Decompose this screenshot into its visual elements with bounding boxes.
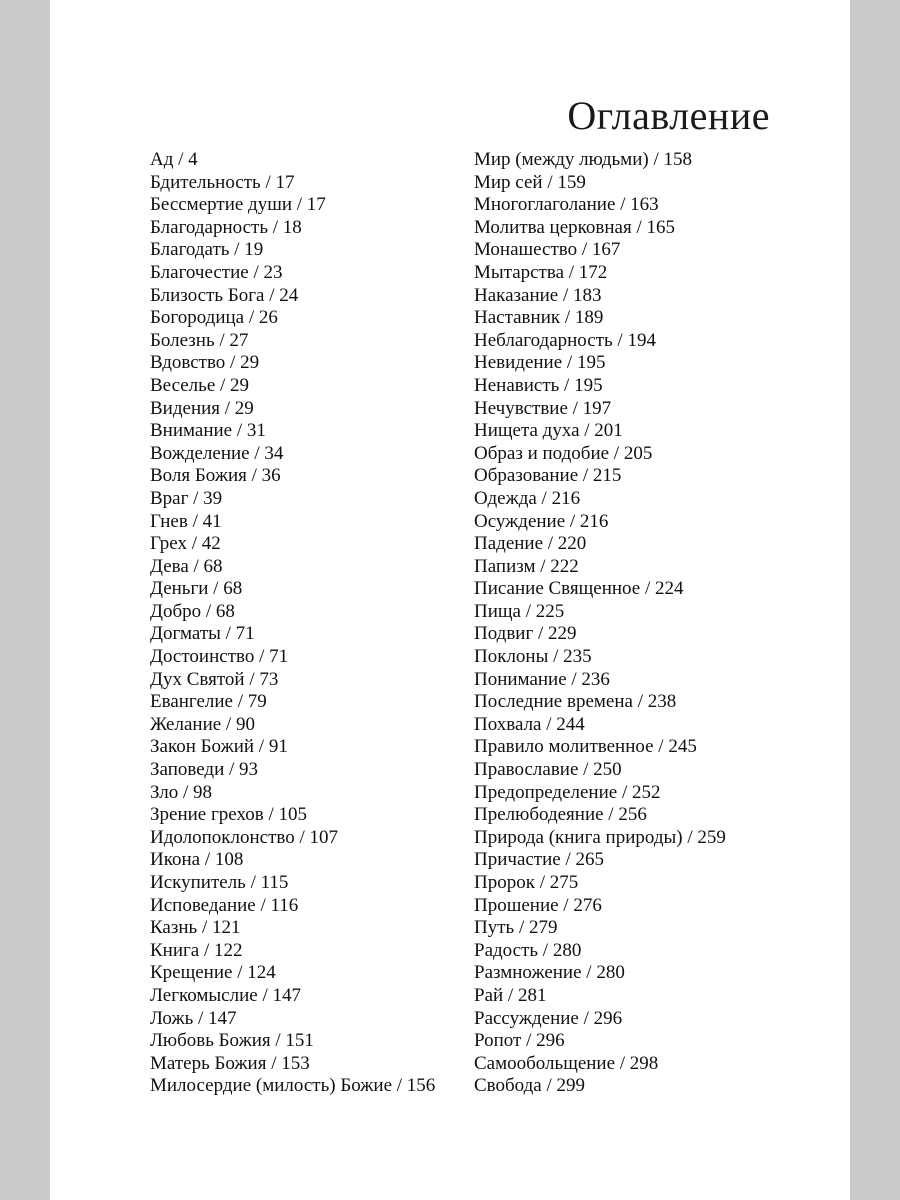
toc-entry: Природа (книга природы) / 259: [474, 826, 726, 848]
toc-entry: Монашество / 167: [474, 239, 621, 261]
toc-entry: Свобода / 299: [474, 1075, 586, 1097]
toc-entry: Икона / 108: [150, 849, 244, 871]
toc-entry: Размножение / 280: [474, 962, 625, 984]
toc-entry: Догматы / 71: [150, 623, 255, 645]
toc-entry: Предопределение / 252: [474, 781, 661, 803]
toc-entry: Вожделение / 34: [150, 442, 284, 464]
toc-entry: Зло / 98: [150, 781, 213, 803]
toc-entry: Ненависть / 195: [474, 374, 603, 396]
toc-entry: Враг / 39: [150, 487, 223, 509]
toc-entry: Книга / 122: [150, 939, 243, 961]
toc-entry: Любовь Божия / 151: [150, 1030, 314, 1052]
toc-entry: Прелюбодеяние / 256: [474, 804, 647, 826]
toc-column-left: [150, 149, 468, 1098]
toc-entry: Матерь Божия / 153: [150, 1052, 310, 1074]
toc-entry: Веселье / 29: [150, 374, 250, 396]
toc-entry: Путь / 279: [474, 917, 558, 939]
toc-entry: Поклоны / 235: [474, 646, 592, 668]
toc-entry: Неблагодарность / 194: [474, 329, 656, 351]
toc-entry: Понимание / 236: [474, 668, 610, 690]
toc-entry: Достоинство / 71: [150, 646, 289, 668]
toc-entry: Мир сей / 159: [474, 171, 586, 193]
toc-entry: Нечувствие / 197: [474, 397, 612, 419]
toc-column-right: [474, 149, 804, 1098]
toc-entry: Деньги / 68: [150, 578, 243, 600]
toc-entry: Крещение / 124: [150, 962, 276, 984]
toc-entry: Нищета духа / 201: [474, 420, 623, 442]
toc-entry: Православие / 250: [474, 759, 622, 781]
toc-entry: Бессмертие души / 17: [150, 194, 326, 216]
toc-entry: Невидение / 195: [474, 352, 606, 374]
toc-entry: Благодарность / 18: [150, 216, 302, 238]
toc-entry: Болезнь / 27: [150, 329, 249, 351]
page-title: Оглавление: [567, 93, 770, 138]
toc-entry: Вдовство / 29: [150, 352, 260, 374]
toc-entry: Грех / 42: [150, 533, 221, 555]
toc-entry: Наказание / 183: [474, 284, 602, 306]
toc-entry: Богородица / 26: [150, 307, 278, 329]
toc-entry: Искупитель / 115: [150, 872, 289, 893]
toc-entry: Внимание / 31: [150, 420, 266, 442]
toc-entry: Закон Божий / 91: [150, 736, 288, 758]
toc-entry: Желание / 90: [150, 713, 255, 735]
toc-entry: Евангелие / 79: [150, 691, 267, 713]
toc-entry: Исповедание / 116: [150, 894, 299, 916]
toc-entry: Заповеди / 93: [150, 759, 259, 781]
toc-entry: Писание Священное / 224: [474, 578, 684, 600]
toc-entry: Падение / 220: [474, 533, 587, 555]
toc-entry: Ад / 4: [150, 149, 198, 170]
toc-entry: Бдительность / 17: [150, 171, 295, 193]
toc-entry: Ложь / 147: [150, 1007, 237, 1029]
toc-entry: Пророк / 275: [474, 872, 579, 893]
toc-entry: Дух Святой / 73: [150, 668, 279, 690]
toc-entry: Близость Бога / 24: [150, 284, 299, 306]
toc-entry: Радость / 280: [474, 939, 582, 961]
toc-entry: Воля Божия / 36: [150, 465, 281, 487]
toc-entry: Подвиг / 229: [474, 623, 577, 645]
toc-entry: Одежда / 216: [474, 487, 581, 509]
toc-entry: Казнь / 121: [150, 917, 241, 939]
toc-entry: Образ и подобие / 205: [474, 442, 653, 464]
toc-entry: Идолопоклонство / 107: [150, 826, 339, 848]
toc-entry: Папизм / 222: [474, 555, 579, 577]
toc-entry: Милосердие (милость) Божие / 156: [150, 1075, 436, 1097]
toc-entry: Причастие / 265: [474, 849, 604, 871]
toc-entry: Благочестие / 23: [150, 261, 283, 283]
toc-entry: Правило молитвенное / 245: [474, 736, 697, 758]
toc-entry: Гнев / 41: [150, 510, 222, 532]
toc-entry: Видения / 29: [150, 397, 254, 419]
toc-entry: Самообольщение / 298: [474, 1052, 659, 1074]
toc-entry: Легкомыслие / 147: [150, 984, 301, 1006]
toc-entry: Образование / 215: [474, 465, 622, 487]
toc-entry: Похвала / 244: [474, 713, 585, 735]
toc-entry: Мытарства / 172: [474, 261, 608, 283]
toc-entry: Наставник / 189: [474, 307, 604, 329]
toc-entry: Прошение / 276: [474, 894, 602, 916]
toc-entry: Рай / 281: [474, 984, 547, 1006]
toc-entry: Пища / 225: [474, 600, 565, 622]
toc-entry: Зрение грехов / 105: [150, 804, 307, 826]
toc-entry: Последние времена / 238: [474, 691, 677, 713]
toc-entry: Благодать / 19: [150, 239, 264, 261]
toc-entry: Рассуждение / 296: [474, 1007, 623, 1029]
toc-entry: Осуждение / 216: [474, 510, 609, 532]
toc-entry: Мир (между людьми) / 158: [474, 149, 692, 170]
toc-entry: Ропот / 296: [474, 1030, 565, 1052]
toc-entry: Добро / 68: [150, 600, 235, 622]
toc-entry: Дева / 68: [150, 555, 223, 577]
toc-entry: Многоглаголание / 163: [474, 194, 659, 216]
toc-entry: Молитва церковная / 165: [474, 216, 675, 238]
book-page: [50, 0, 850, 1200]
